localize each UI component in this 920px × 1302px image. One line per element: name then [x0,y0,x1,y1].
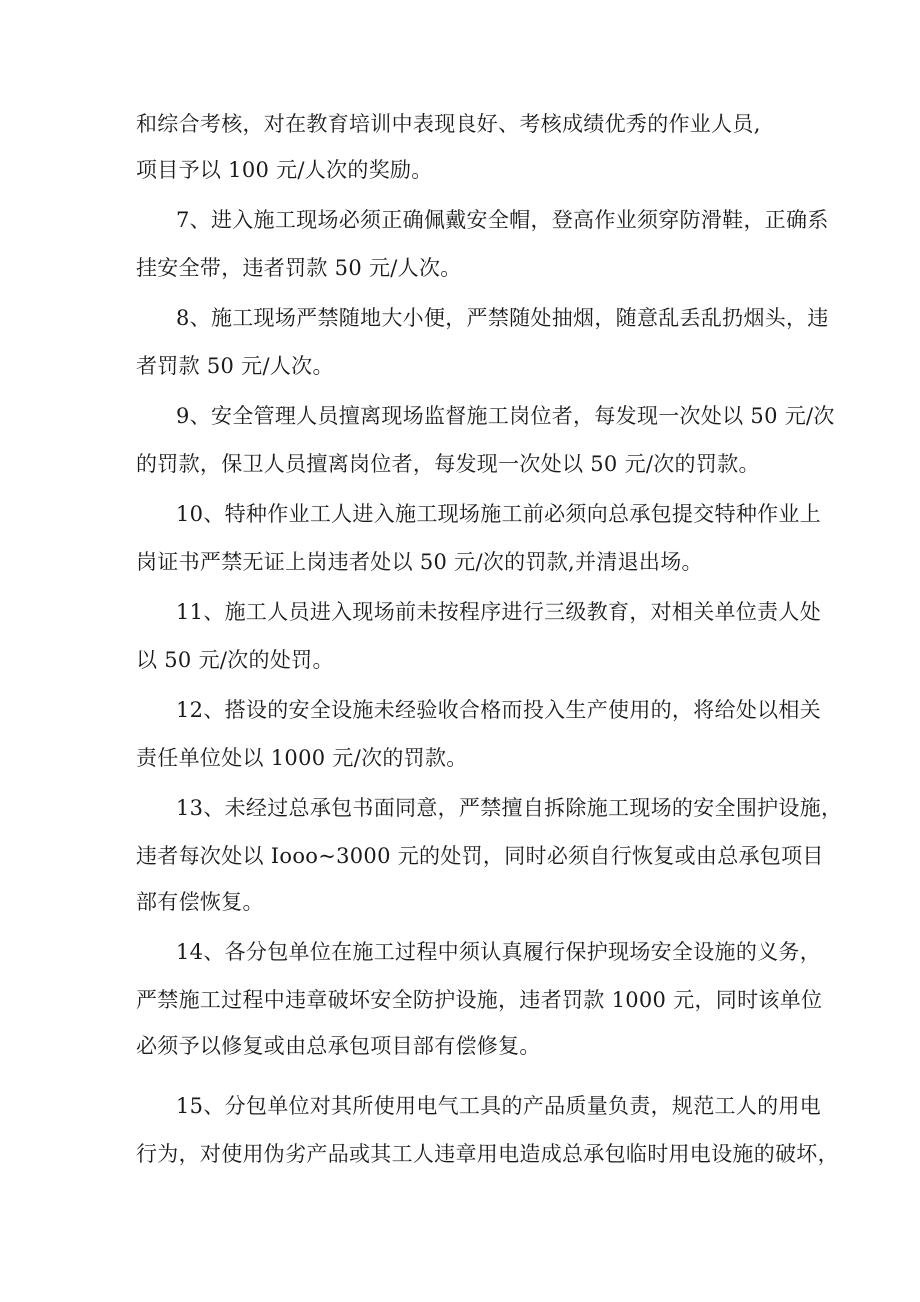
paragraph-14-line-2: 严禁施工过程中违章破坏安全防护设施，违者罚款 1000 元，同时该单位 [136,988,823,1012]
paragraph-12-line-1: 12、搭设的安全设施未经验收合格而投入生产使用的，将给处以相关 [176,698,822,722]
paragraph-9-line-2: 的罚款，保卫人员擅离岗位者，每发现一次处以 50 元/次的罚款。 [136,452,760,476]
paragraph-15-line-1: 15、分包单位对其所使用电气工具的产品质量负责，规范工人的用电 [176,1094,822,1118]
paragraph-13-line-1: 13、未经过总承包书面同意，严禁擅自拆除施工现场的安全围护设施， [176,796,843,820]
paragraph-11-line-1: 11、施工人员进入现场前未按程序进行三级教育，对相关单位责人处 [176,600,822,624]
paragraph-10-line-1: 10、特种作业工人进入施工现场施工前必须向总承包提交特种作业上 [176,502,822,526]
paragraph-15-line-2: 行为，对使用伪劣产品或其工人违章用电造成总承包临时用电设施的破坏， [136,1142,839,1166]
paragraph-8-line-2: 者罚款 50 元/人次。 [136,354,334,378]
paragraph-11-line-2: 以 50 元/次的处罚。 [136,648,334,672]
paragraph-13-line-2: 违者每次处以 Iooo~3000 元的处罚，同时必须自行恢复或由总承包项目 [136,844,824,868]
paragraph-8-line-1: 8、施工现场严禁随地大小便，严禁随处抽烟，随意乱丢乱扔烟头，违 [176,306,829,330]
text-line: 项目予以 100 元/人次的奖励。 [136,158,433,182]
paragraph-14-line-1: 14、各分包单位在施工过程中须认真履行保护现场安全设施的义务， [176,940,822,964]
paragraph-13-line-3: 部有偿恢复。 [136,890,264,914]
paragraph-7-line-1: 7、进入施工现场必须正确佩戴安全帽，登高作业须穿防滑鞋，正确系 [176,208,829,232]
paragraph-7-line-2: 挂安全带，违者罚款 50 元/人次。 [136,256,462,280]
paragraph-9-line-1: 9、安全管理人员擅离现场监督施工岗位者，每发现一次处以 50 元/次 [176,404,835,428]
text-line: 和综合考核，对在教育培训中表现良好、考核成绩优秀的作业人员, [136,112,761,136]
paragraph-14-line-3: 必须予以修复或由总承包项目部有偿修复。 [136,1034,541,1058]
paragraph-10-line-2: 岗证书严禁无证上岗违者处以 50 元/次的罚款,并清退出场。 [136,550,703,574]
paragraph-12-line-2: 责任单位处以 1000 元/次的罚款。 [136,746,468,770]
